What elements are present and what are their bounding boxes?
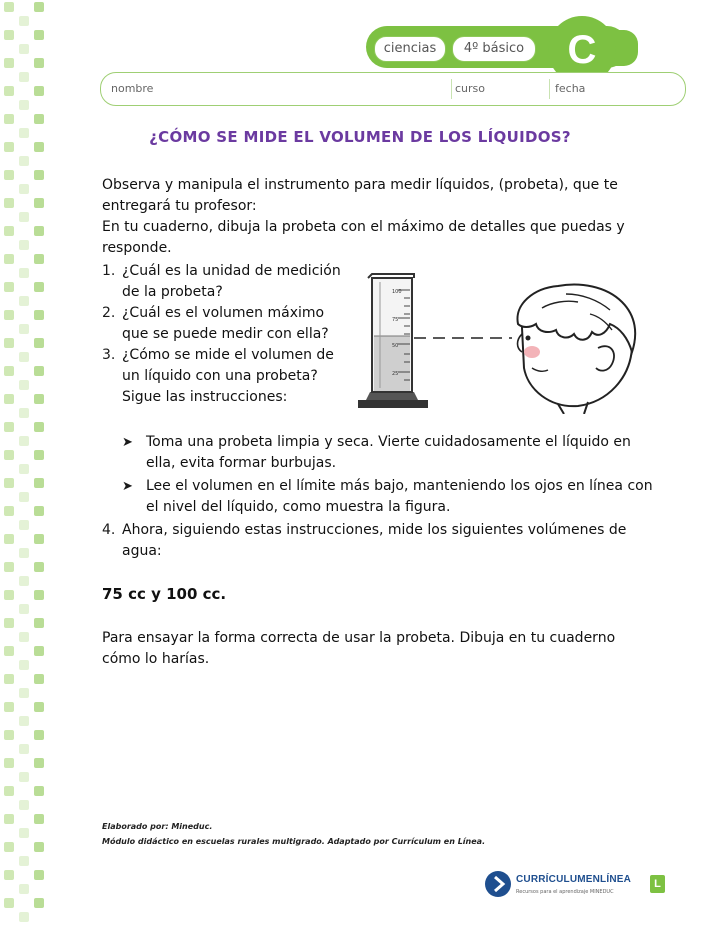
volumes-target: 75 cc y 100 cc. bbox=[102, 585, 227, 603]
strip-square bbox=[19, 268, 29, 278]
strip-square bbox=[34, 114, 44, 124]
page-badge: L bbox=[650, 875, 665, 893]
strip-square bbox=[19, 828, 29, 838]
strip-square bbox=[19, 380, 29, 390]
question-number: 3. bbox=[102, 347, 116, 363]
strip-square bbox=[4, 870, 14, 880]
intro-line: En tu cuaderno, dibuja la probeta con el máximo de detalles que puedas y bbox=[102, 219, 625, 235]
strip-square bbox=[4, 590, 14, 600]
strip-square bbox=[34, 898, 44, 908]
strip-square bbox=[4, 338, 14, 348]
strip-square bbox=[34, 786, 44, 796]
strip-square bbox=[19, 744, 29, 754]
question-text: ¿Cuál es el volumen máximo bbox=[122, 305, 325, 321]
strip-square bbox=[4, 254, 14, 264]
name-field[interactable]: nombre bbox=[111, 82, 154, 95]
date-field[interactable]: fecha bbox=[555, 82, 586, 95]
strip-square bbox=[34, 30, 44, 40]
strip-square bbox=[34, 422, 44, 432]
strip-square bbox=[4, 814, 14, 824]
strip-square bbox=[34, 534, 44, 544]
strip-square bbox=[34, 506, 44, 516]
instruction-text: Toma una probeta limpia y seca. Vierte cuidadosamente el líquido en bbox=[146, 434, 631, 450]
strip-square bbox=[19, 632, 29, 642]
strip-square bbox=[19, 716, 29, 726]
level-badge: C bbox=[548, 16, 616, 84]
strip-square bbox=[4, 170, 14, 180]
field-divider bbox=[549, 79, 550, 99]
strip-square bbox=[4, 310, 14, 320]
strip-square bbox=[19, 856, 29, 866]
curriculum-logo-text[interactable]: CURRÍCULUMENLÍNEA bbox=[516, 874, 632, 885]
student-fields bbox=[100, 72, 686, 106]
strip-square bbox=[34, 702, 44, 712]
strip-square bbox=[34, 590, 44, 600]
strip-square bbox=[19, 660, 29, 670]
strip-square bbox=[19, 240, 29, 250]
strip-square bbox=[4, 114, 14, 124]
strip-square bbox=[19, 576, 29, 586]
strip-square bbox=[19, 436, 29, 446]
strip-square bbox=[34, 394, 44, 404]
strip-square bbox=[34, 618, 44, 628]
strip-square bbox=[4, 366, 14, 376]
question-text: Ahora, siguiendo estas instrucciones, mide los siguientes volúmenes de bbox=[122, 522, 627, 538]
subject-pill: ciencias bbox=[374, 36, 446, 62]
strip-square bbox=[34, 226, 44, 236]
strip-square bbox=[34, 646, 44, 656]
strip-square bbox=[34, 338, 44, 348]
question-text: agua: bbox=[122, 543, 162, 559]
bullet-arrow-icon: ➤ bbox=[122, 435, 133, 450]
strip-square bbox=[34, 758, 44, 768]
page-title: ¿CÓMO SE MIDE EL VOLUMEN DE LOS LÍQUIDOS? bbox=[149, 128, 571, 146]
strip-square bbox=[4, 422, 14, 432]
strip-square bbox=[34, 730, 44, 740]
strip-square bbox=[19, 520, 29, 530]
strip-square bbox=[4, 674, 14, 684]
strip-square bbox=[19, 604, 29, 614]
strip-square bbox=[34, 2, 44, 12]
cylinder-base bbox=[358, 400, 428, 408]
strip-square bbox=[19, 296, 29, 306]
intro-line: entregará tu profesor: bbox=[102, 198, 257, 214]
scale-label: 75 bbox=[392, 317, 399, 323]
strip-square bbox=[4, 758, 14, 768]
strip-square bbox=[4, 86, 14, 96]
strip-square bbox=[19, 408, 29, 418]
strip-square bbox=[19, 100, 29, 110]
strip-square bbox=[34, 450, 44, 460]
grade-pill: 4º básico bbox=[452, 36, 536, 62]
question-text: ¿Cuál es la unidad de medición bbox=[122, 263, 341, 279]
strip-square bbox=[4, 534, 14, 544]
strip-square bbox=[19, 184, 29, 194]
strip-square bbox=[34, 562, 44, 572]
strip-square bbox=[4, 478, 14, 488]
question-number: 4. bbox=[102, 522, 116, 538]
strip-square bbox=[19, 548, 29, 558]
strip-square bbox=[34, 674, 44, 684]
question-text: ¿Cómo se mide el volumen de bbox=[122, 347, 334, 363]
strip-square bbox=[19, 44, 29, 54]
credit-line: Elaborado por: Mineduc. bbox=[102, 822, 213, 831]
strip-square bbox=[19, 492, 29, 502]
strip-square bbox=[4, 786, 14, 796]
question-text: de la probeta? bbox=[122, 284, 223, 300]
strip-square bbox=[34, 86, 44, 96]
strip-square bbox=[4, 58, 14, 68]
question-text: Sigue las instrucciones: bbox=[122, 389, 288, 405]
strip-square bbox=[4, 394, 14, 404]
strip-square bbox=[19, 884, 29, 894]
strip-square bbox=[19, 352, 29, 362]
strip-square bbox=[4, 30, 14, 40]
strip-square bbox=[4, 702, 14, 712]
strip-square bbox=[34, 58, 44, 68]
field-divider bbox=[451, 79, 452, 99]
strip-square bbox=[4, 618, 14, 628]
strip-square bbox=[19, 156, 29, 166]
strip-square bbox=[4, 562, 14, 572]
scale-label: 100 bbox=[392, 289, 402, 295]
strip-square bbox=[4, 226, 14, 236]
scale-label: 25 bbox=[392, 371, 399, 377]
strip-square bbox=[19, 688, 29, 698]
strip-square bbox=[4, 842, 14, 852]
instruction-text: ella, evita formar burbujas. bbox=[146, 455, 337, 471]
strip-square bbox=[34, 366, 44, 376]
cylinder-foot bbox=[366, 392, 418, 400]
question-text: que se puede medir con ella? bbox=[122, 326, 329, 342]
strip-square bbox=[19, 772, 29, 782]
strip-square bbox=[34, 198, 44, 208]
strip-square bbox=[4, 198, 14, 208]
question-number: 2. bbox=[102, 305, 116, 321]
scale-label: 50 bbox=[392, 343, 399, 349]
strip-square bbox=[34, 170, 44, 180]
curriculum-logo-tagline: Recursos para el aprendizaje MINEDUC bbox=[516, 889, 614, 895]
strip-square bbox=[4, 282, 14, 292]
credit-line: Módulo didáctico en escuelas rurales multigrado. Adaptado por Currículum en Línea. bbox=[102, 837, 486, 846]
strip-square bbox=[4, 730, 14, 740]
closing-line: cómo lo harías. bbox=[102, 651, 210, 667]
course-field[interactable]: curso bbox=[455, 82, 486, 95]
strip-square bbox=[34, 310, 44, 320]
strip-square bbox=[34, 870, 44, 880]
closing-line: Para ensayar la forma correcta de usar la probeta. Dibuja en tu cuaderno bbox=[102, 630, 616, 646]
strip-square bbox=[34, 254, 44, 264]
intro-line: responde. bbox=[102, 240, 172, 256]
instruction-text: Lee el volumen en el límite más bajo, manteniendo los ojos en línea con bbox=[146, 478, 653, 494]
question-text: un líquido con una probeta? bbox=[122, 368, 318, 384]
strip-square bbox=[4, 450, 14, 460]
strip-square bbox=[4, 2, 14, 12]
strip-square bbox=[19, 16, 29, 26]
strip-square bbox=[19, 212, 29, 222]
strip-square bbox=[4, 506, 14, 516]
measuring-figure bbox=[352, 268, 642, 414]
strip-square bbox=[19, 324, 29, 334]
strip-square bbox=[19, 912, 29, 922]
strip-square bbox=[34, 478, 44, 488]
curriculum-logo-icon[interactable] bbox=[484, 870, 512, 898]
strip-square bbox=[19, 72, 29, 82]
bullet-arrow-icon: ➤ bbox=[122, 479, 133, 494]
strip-square bbox=[19, 800, 29, 810]
instruction-text: el nivel del líquido, como muestra la figura. bbox=[146, 499, 451, 515]
intro-line: Observa y manipula el instrumento para medir líquidos, (probeta), que te bbox=[102, 177, 618, 193]
strip-square bbox=[34, 814, 44, 824]
boy-illustration bbox=[517, 285, 635, 414]
strip-square bbox=[4, 646, 14, 656]
strip-square bbox=[34, 842, 44, 852]
strip-square bbox=[19, 464, 29, 474]
strip-square bbox=[4, 898, 14, 908]
strip-square bbox=[34, 282, 44, 292]
question-number: 1. bbox=[102, 263, 116, 279]
